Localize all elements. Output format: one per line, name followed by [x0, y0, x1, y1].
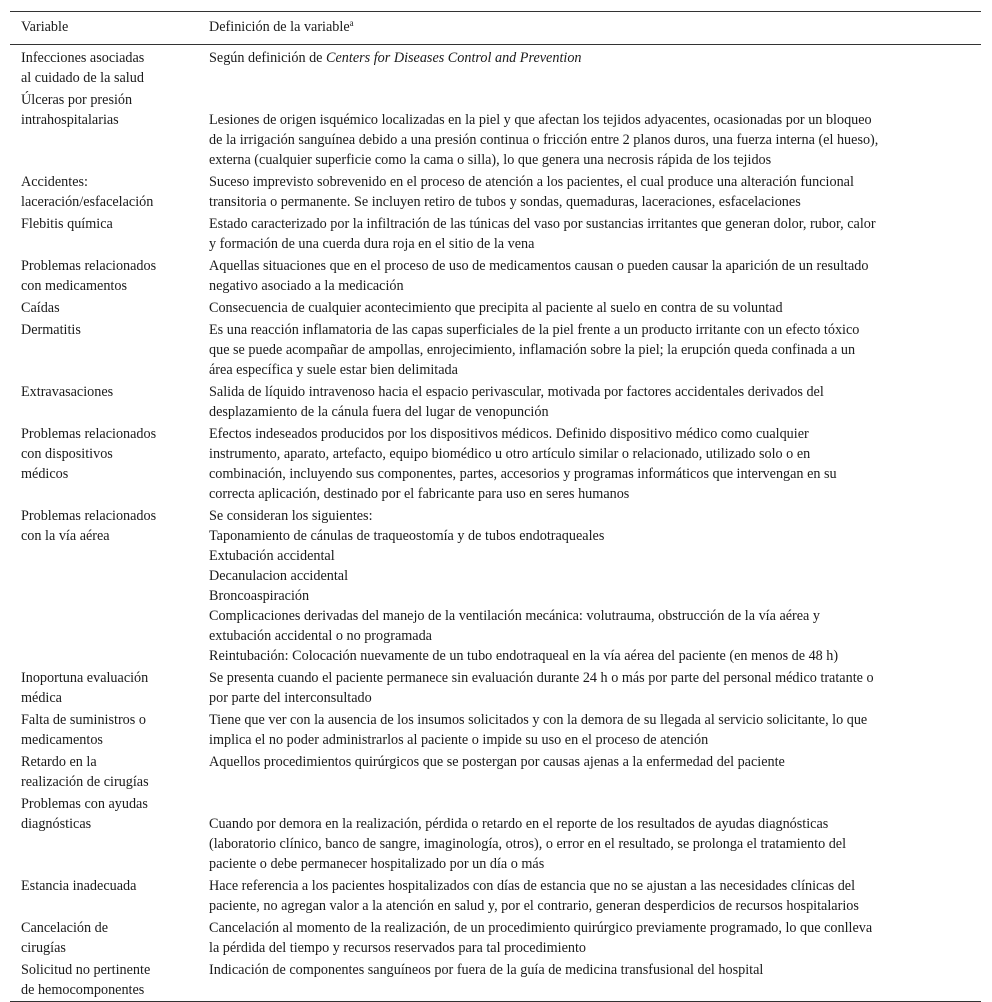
definition-line: Efectos indeseados producidos por los dispositivos médicos. Definido dispositivo médico como cualquier — [209, 426, 809, 442]
variable-line: Úlceras por presión — [21, 92, 133, 108]
variable-line: Flebitis química — [21, 216, 113, 232]
definition-line: Aquellos procedimientos quirúrgicos que se postergan por causas ajenas a la enfermedad del paciente — [209, 754, 785, 770]
definition-line: Tiene que ver con la ausencia de los insumos solicitados y con la demora de su llegada al servicio solicitante, lo que — [209, 712, 868, 728]
definition-cell — [199, 254, 981, 296]
table-row — [10, 958, 981, 1002]
definition-cell — [199, 792, 981, 874]
variable-line: realización de cirugías — [21, 774, 149, 790]
definition-line: externa (cualquier superficie como la cama o silla), lo que genera una necrosis rápida de los tejidos — [209, 152, 772, 168]
variable-cell — [10, 958, 199, 1002]
table-row — [10, 666, 981, 708]
variable-line: de hemocomponentes — [21, 982, 145, 998]
variable-line: cirugías — [21, 940, 66, 956]
definition-line: Estado caracterizado por la infiltración de las túnicas del vaso por sustancias irritantes que generan dolor, rubor, calor — [209, 216, 876, 232]
definition-cell — [199, 874, 981, 916]
definition-line: Reintubación: Colocación nuevamente de un tubo endotraqueal en la vía aérea del paciente (en menos de 48 h) — [209, 648, 839, 664]
definition-line: y formación de una cuerda dura roja en el sitio de la vena — [209, 236, 535, 252]
header-footnote-marker: a — [349, 18, 354, 28]
definition-line: Cancelación al momento de la realización, de un procedimiento quirúrgico previamente programado, lo que conlleva — [209, 920, 873, 936]
definition-line: Salida de líquido intravenoso hacia el espacio perivascular, motivada por factores accidentales derivados del — [209, 384, 824, 400]
definition-cell — [199, 212, 981, 254]
variable-cell — [10, 45, 199, 89]
variable-line: Solicitud no pertinente — [21, 962, 151, 978]
definition-line: la pérdida del tiempo y recursos reservados para tal procedimiento — [209, 940, 587, 956]
header-variable-label: Variable — [21, 19, 69, 35]
variable-cell — [10, 792, 199, 874]
definition-line: Suceso imprevisto sobrevenido en el proceso de atención a los pacientes, el cual produce una alteración funcional — [209, 174, 854, 190]
definition-cell — [199, 88, 981, 170]
definition-cell — [199, 170, 981, 212]
definition-line: instrumento, aparato, artefacto, equipo biomédico u otro artículo similar o relacionado, utilizado solo o en — [209, 446, 811, 462]
variable-line: Caídas — [21, 300, 60, 316]
table-row — [10, 88, 981, 170]
variable-line: Falta de suministros o — [21, 712, 146, 728]
table-row — [10, 212, 981, 254]
variable-line: con dispositivos — [21, 446, 113, 462]
variable-line: laceración/esfacelación — [21, 194, 154, 210]
table-row — [10, 318, 981, 380]
definition-text: Según definición de — [209, 50, 327, 66]
variable-cell — [10, 296, 199, 318]
definition-line: área específica y suele estar bien delimitada — [209, 362, 458, 378]
table-row — [10, 874, 981, 916]
definition-cell — [199, 296, 981, 318]
table-row — [10, 296, 981, 318]
variable-cell — [10, 422, 199, 504]
variable-line: con la vía aérea — [21, 528, 110, 544]
definition-line: Se consideran los siguientes: — [209, 508, 373, 524]
definition-cell — [199, 916, 981, 958]
table-row — [10, 254, 981, 296]
variable-line: intrahospitalarias — [21, 112, 119, 128]
table-body — [10, 45, 981, 1002]
definition-line: Indicación de componentes sanguíneos por fuera de la guía de medicina transfusional del hospital — [209, 962, 764, 978]
variable-line: diagnósticas — [21, 816, 92, 832]
variable-line: con medicamentos — [21, 278, 127, 294]
table-row — [10, 708, 981, 750]
definition-line: correcta aplicación, destinado por el fabricante para uso en seres humanos — [209, 486, 630, 502]
variable-line: Extravasaciones — [21, 384, 114, 400]
definition-line: Taponamiento de cánulas de traqueostomía y de tubos endotraqueales — [209, 528, 605, 544]
table-row — [10, 504, 981, 666]
definition-line: implica el no poder administrarlos al paciente o impide su uso en el proceso de atención — [209, 732, 709, 748]
table-row — [10, 380, 981, 422]
variable-cell — [10, 380, 199, 422]
definition-line: Hace referencia a los pacientes hospitalizados con días de estancia que no se ajustan a las necesidades clínicas del — [209, 878, 856, 894]
variable-line: Inoportuna evaluación — [21, 670, 149, 686]
definition-cell — [199, 666, 981, 708]
definition-line: paciente, no agregan valor a la atención en salud y, por el contrario, generan desperdicios de recursos hospitalarios — [209, 898, 859, 914]
definition-cell — [199, 958, 981, 1002]
header-variable — [10, 12, 199, 45]
definitions-table — [10, 11, 981, 1002]
definition-line: paciente o debe permanecer hospitalizado por un día o más — [209, 856, 545, 872]
variable-line: Cancelación de — [21, 920, 109, 936]
header-row — [10, 12, 981, 45]
definition-line: que se puede acompañar de ampollas, enrojecimiento, inflamación sobre la piel; la erupción queda confinada a un — [209, 342, 856, 358]
definition-cell — [199, 750, 981, 792]
definition-line: transitoria o permanente. Se incluyen retiro de tubos y sondas, quemaduras, laceraciones, esfacelaciones — [209, 194, 801, 210]
table-row — [10, 916, 981, 958]
variable-cell — [10, 750, 199, 792]
variable-cell — [10, 916, 199, 958]
definition-line: desplazamiento de la cánula fuera del lugar de venopunción — [209, 404, 549, 420]
variable-line: médica — [21, 690, 62, 706]
definition-line: combinación, incluyendo sus componentes, partes, accesorios y programas informáticos que intervengan en su — [209, 466, 837, 482]
table-row — [10, 792, 981, 874]
variable-line: Problemas relacionados — [21, 258, 157, 274]
definition-italic-text: Centers for Diseases Control and Prevention — [326, 50, 582, 66]
definition-spacer — [209, 90, 961, 110]
variable-cell — [10, 504, 199, 666]
definition-cell — [199, 504, 981, 666]
definition-line: Se presenta cuando el paciente permanece sin evaluación durante 24 h o más por parte del personal médico tratante o — [209, 670, 874, 686]
header-definition — [199, 12, 981, 45]
variable-cell — [10, 170, 199, 212]
variable-line: médicos — [21, 466, 69, 482]
variable-line: Problemas con ayudas — [21, 796, 148, 812]
definition-cell — [199, 708, 981, 750]
variable-cell — [10, 254, 199, 296]
definition-cell — [199, 380, 981, 422]
variable-line: Dermatitis — [21, 322, 81, 338]
variable-line: Problemas relacionados — [21, 426, 157, 442]
table-row — [10, 422, 981, 504]
variable-line: Infecciones asociadas — [21, 50, 145, 66]
variable-cell — [10, 318, 199, 380]
variable-cell — [10, 212, 199, 254]
definition-line: por parte del interconsultado — [209, 690, 372, 706]
definition-line: Cuando por demora en la realización, pérdida o retardo en el reporte de los resultados de ayudas diagnósticas — [209, 816, 829, 832]
table-row — [10, 750, 981, 792]
definition-line: Lesiones de origen isquémico localizadas en la piel y que afectan los tejidos adyacentes, ocasionadas por un bloqueo — [209, 112, 872, 128]
definition-line: negativo asociado a la medicación — [209, 278, 404, 294]
variable-cell — [10, 88, 199, 170]
table-row — [10, 45, 981, 89]
variable-line: Retardo en la — [21, 754, 97, 770]
variable-line: Problemas relacionados — [21, 508, 157, 524]
table-header — [10, 12, 981, 45]
variable-line: Accidentes: — [21, 174, 88, 190]
definition-line: Decanulacion accidental — [209, 568, 349, 584]
definition-line: Broncoaspiración — [209, 588, 310, 604]
definition-line: extubación accidental o no programada — [209, 628, 432, 644]
definition-cell — [199, 422, 981, 504]
header-definition-label: Definición de la variable — [209, 19, 350, 35]
definition-line: de la irrigación sanguínea debido a una presión continua o fricción entre 2 planos duros, una fuerza interna (el hueso), — [209, 132, 879, 148]
definition-line: (laboratorio clínico, banco de sangre, imaginología, otros), o error en el resultado, se prolonga el tratamiento del — [209, 836, 847, 852]
variable-line: al cuidado de la salud — [21, 70, 144, 86]
variable-line: medicamentos — [21, 732, 103, 748]
definition-line: Es una reacción inflamatoria de las capas superficiales de la piel frente a un producto irritante con un efecto tóxico — [209, 322, 860, 338]
definition-spacer — [209, 794, 961, 814]
definitions-table-container — [10, 11, 981, 1002]
definition-cell — [199, 318, 981, 380]
variable-cell — [10, 708, 199, 750]
definition-line: Extubación accidental — [209, 548, 335, 564]
variable-cell — [10, 666, 199, 708]
variable-cell — [10, 874, 199, 916]
definition-line: Consecuencia de cualquier acontecimiento que precipita al paciente al suelo en contra de su voluntad — [209, 300, 783, 316]
definition-cell — [199, 45, 981, 89]
variable-line: Estancia inadecuada — [21, 878, 137, 894]
definition-line: Aquellas situaciones que en el proceso de uso de medicamentos causan o pueden causar la aparición de un resultado — [209, 258, 869, 274]
definition-line: Complicaciones derivadas del manejo de la ventilación mecánica: volutrauma, obstrucción de la vía aérea y — [209, 608, 820, 624]
table-row — [10, 170, 981, 212]
